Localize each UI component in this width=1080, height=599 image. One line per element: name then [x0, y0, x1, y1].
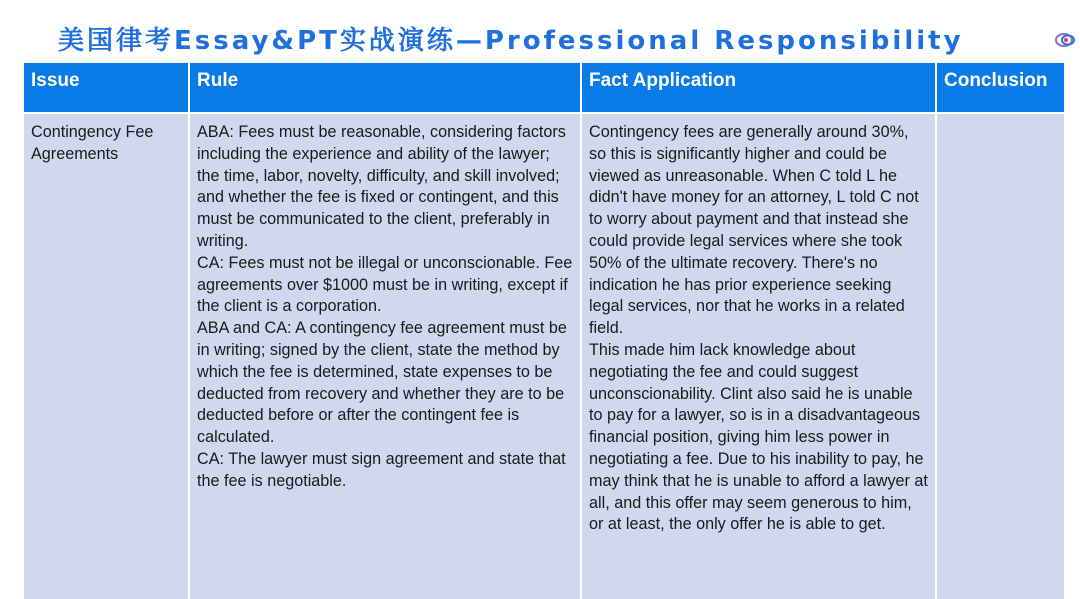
table-row [24, 113, 1064, 599]
fact-paragraph: Contingency fees are generally around 30%, so this is significantly higher and could be viewed as unreasonable. When C told L he didn't have money for an attorney, L told C not to worry about payment and that instead she could provide legal services where she took 50% of the ultimate recovery. There's no indication he has prior experience seeking legal services, nor that he works in a related field. [589, 123, 919, 338]
header-fact-application: Fact Application [581, 63, 936, 113]
rule-paragraph: ABA and CA: A contingency fee agreement must be in writing; signed by the client, state the method by which the fee is determined, state expenses to be deducted from recovery and whether they are to be deducted before or after the contingent fee is calculated. [197, 319, 567, 447]
rule-cell [189, 113, 581, 599]
header-issue: Issue [24, 63, 189, 113]
header-conclusion: Conclusion [936, 63, 1064, 113]
swirl-logo-icon [1054, 30, 1080, 50]
conclusion-cell [936, 113, 1064, 599]
rule-paragraph: CA: The lawyer must sign agreement and state that the fee is negotiable. [197, 449, 566, 490]
issue-cell: Contingency Fee Agreements [24, 113, 189, 599]
rule-paragraph: ABA: Fees must be reasonable, considering factors including the experience and ability of the lawyer; the time, labor, novelty, difficulty, and skill involved; and whether the fee is fixed or contingent, and this must be communicated to the client, preferably in writing. [197, 123, 566, 250]
header-rule: Rule [189, 63, 581, 113]
slide-title: 美国律考Essay&PT实战演练—Professional Responsibility [58, 26, 964, 56]
irac-table [24, 63, 1064, 599]
fact-paragraph: This made him lack knowledge about negotiating the fee and could suggest unconscionability. Clint also said he is unable to pay for a lawyer, so is in a disadvantageous financial position, giving him less power in negotiating a fee. Due to his inability to pay, he may think that he is unable to afford a lawyer at all, and this offer may seem generous to him, or at least, the only offer he is able to get. [589, 340, 928, 534]
fact-application-cell [581, 113, 936, 599]
rule-paragraph: CA: Fees must not be illegal or unconscionable. Fee agreements over $1000 must be in writing, except if the client is a corporation. [197, 253, 573, 316]
table-header-row [24, 63, 1064, 113]
